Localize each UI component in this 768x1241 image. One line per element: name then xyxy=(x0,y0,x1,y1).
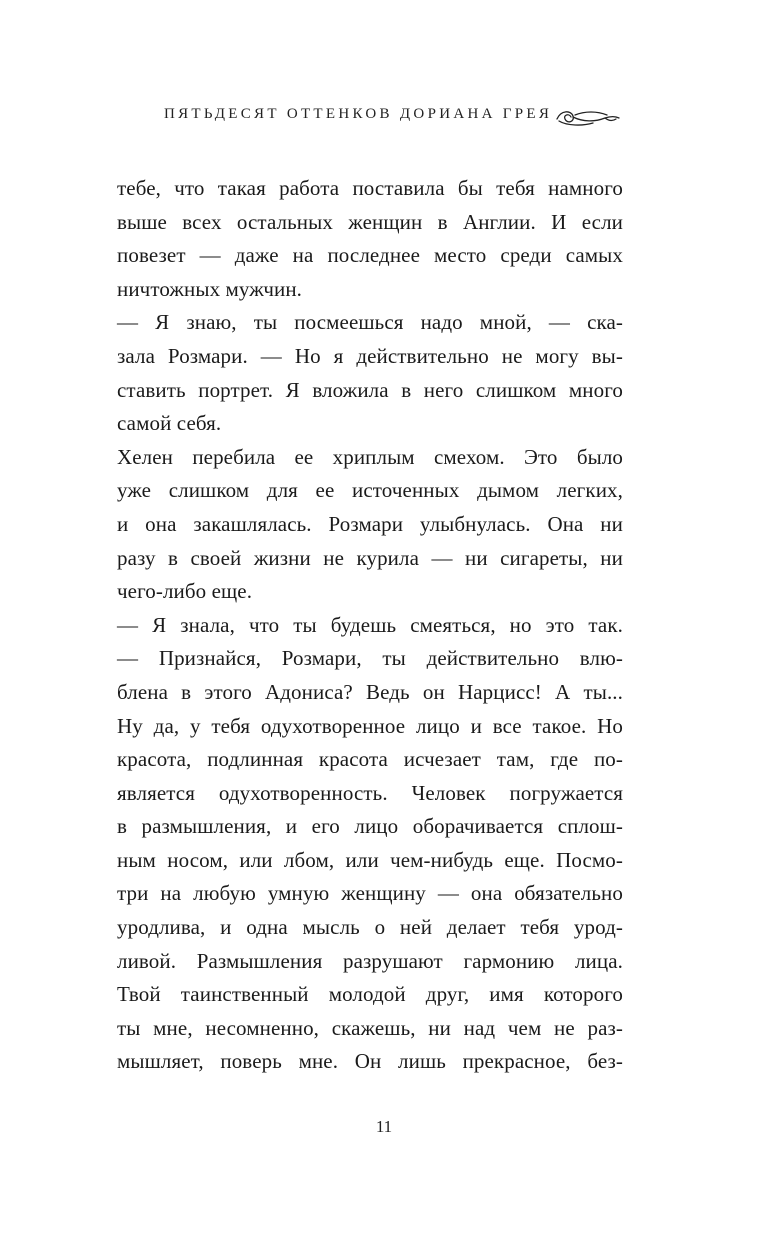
text-line: чего-либо еще. xyxy=(117,579,253,604)
page-number: 11 xyxy=(375,1117,393,1136)
text-line: самой себя. xyxy=(117,411,222,436)
flourish-ornament-icon xyxy=(553,106,623,128)
text-line: выше всех остальных женщин в Англии. И если xyxy=(117,209,623,234)
text-line: — Я знала, что ты будешь смеяться, но это так. xyxy=(117,612,623,637)
text-line: мышляет, поверь мне. Он лишь прекрасное, без- xyxy=(117,1049,623,1074)
text-line: блена в этого Адониса? Ведь он Нарцисс! А ты... xyxy=(117,679,623,704)
text-line: ставить портрет. Я вложила в него слишком много xyxy=(117,377,623,402)
text-line: — Признайся, Розмари, ты действительно влю- xyxy=(117,646,623,671)
text-line: три на любую умную женщину — она обязательно xyxy=(117,881,623,906)
text-line: Хелен перебила ее хриплым смехом. Это было xyxy=(117,444,623,469)
text-line: красота, подлинная красота исчезает там, где по- xyxy=(117,747,623,772)
text-line: и она закашлялась. Розмари улыбнулась. Она ни xyxy=(117,511,623,536)
text-line: тебе, что такая работа поставила бы тебя намного xyxy=(117,176,623,200)
text-line: ным носом, или лбом, или чем-нибудь еще. Посмо- xyxy=(117,847,623,872)
text-line: Ну да, у тебя одухотворенное лицо и все такое. Но xyxy=(117,713,623,738)
running-head xyxy=(0,104,768,134)
text-line: в размышления, и его лицо оборачивается сплош- xyxy=(117,814,623,839)
text-line: Твой таинственный молодой друг, имя которого xyxy=(117,982,623,1007)
text-line: является одухотворенность. Человек погружается xyxy=(117,780,623,805)
running-title: ПЯТЬДЕСЯТ ОТТЕНКОВ ДОРИАНА ГРЕЯ xyxy=(164,106,553,122)
text-line: ничтожных мужчин. xyxy=(117,276,303,301)
text-line: ты мне, несомненно, скажешь, ни над чем не раз- xyxy=(117,1015,623,1040)
text-line: ливой. Размышления разрушают гармонию лица. xyxy=(117,948,623,973)
text-line: повезет — даже на последнее место среди самых xyxy=(117,243,623,268)
text-line: уродлива, и одна мысль о ней делает тебя урод- xyxy=(117,915,623,940)
text-line: — Я знаю, ты посмеешься надо мной, — ска- xyxy=(117,310,623,335)
body-text xyxy=(117,172,623,1079)
text-line: разу в своей жизни не курила — ни сигареты, ни xyxy=(117,545,623,570)
text-line: зала Розмари. — Но я действительно не могу вы- xyxy=(117,343,623,368)
text-line: уже слишком для ее источенных дымом легких, xyxy=(117,478,623,503)
